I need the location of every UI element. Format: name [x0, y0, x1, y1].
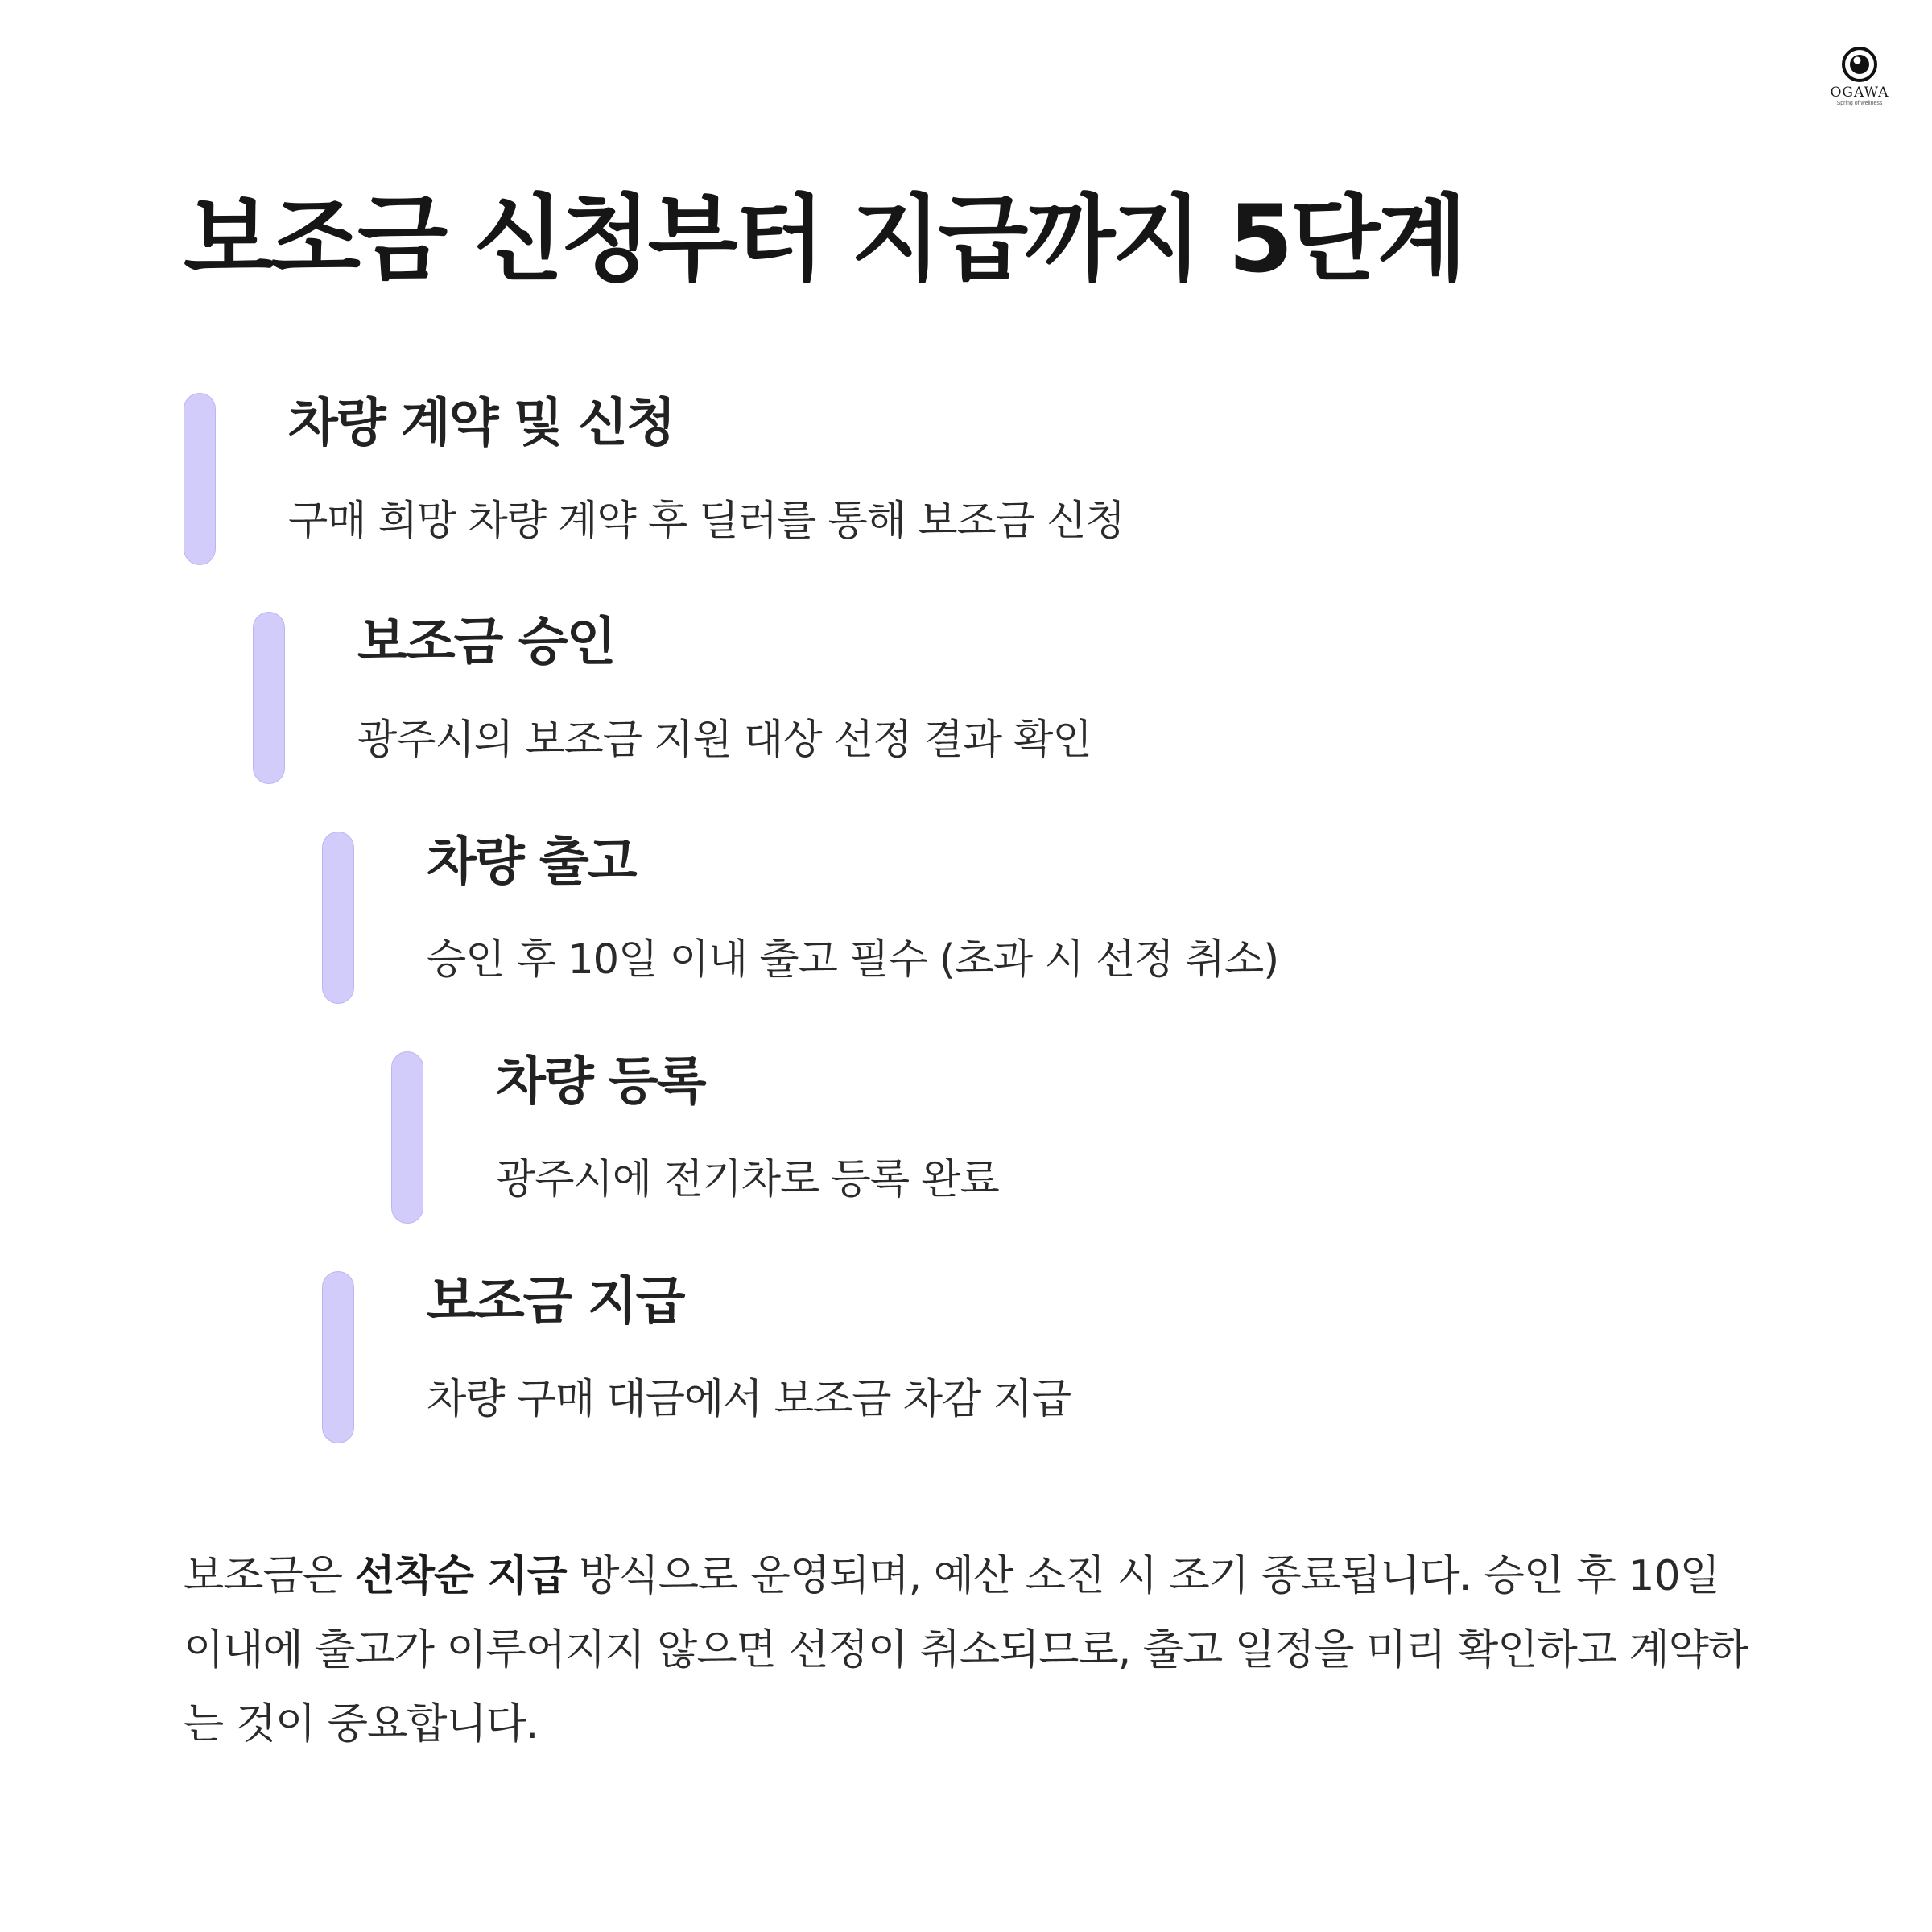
note-text-before: 보조금은 [184, 1552, 355, 1600]
step-title: 차량 등록 [496, 1052, 705, 1112]
step-accent-bar [253, 612, 285, 784]
logo-tagline: Spring of wellness [1836, 101, 1883, 106]
brand-logo [1821, 45, 1898, 118]
step-accent-bar [322, 1271, 354, 1443]
note-emphasis: 선착순 지급 [354, 1552, 567, 1600]
step-title: 보조금 승인 [357, 613, 615, 672]
logo-wordmark: OGAWA [1830, 85, 1889, 101]
step-description: 차량 구매 대금에서 보조금 차감 지급 [427, 1376, 1071, 1423]
step-title: 차량 출고 [427, 832, 636, 892]
step-description: 구매 희망 차량 계약 후 딜러를 통해 보조금 신청 [288, 497, 1125, 545]
step-accent-bar [391, 1051, 423, 1224]
step-title: 차량 계약 및 신청 [288, 394, 675, 453]
step-accent-bar [184, 393, 216, 565]
step-accent-bar [322, 832, 354, 1004]
summary-note [184, 1539, 1761, 1761]
note-text-after: 방식으로 운영되며, 예산 소진 시 조기 종료됩니다. 승인 후 10일 이내에 출고가 이루어지지 않으면 선정이 취소되므로, 출고 일정을 미리 확인하고 계약하는 것이 중요합니다. [184, 1552, 1748, 1748]
page-title: 보조금 신청부터 지급까지 5단계 [184, 185, 1464, 294]
ogawa-logo-icon [1840, 45, 1879, 84]
step-description: 승인 후 10일 이내 출고 필수 (초과 시 선정 취소) [427, 936, 1279, 984]
step-title: 보조금 지급 [427, 1272, 684, 1331]
step-description: 광주시의 보조금 지원 대상 선정 결과 확인 [357, 716, 1092, 764]
step-description: 광주시에 전기차로 등록 완료 [496, 1156, 999, 1203]
